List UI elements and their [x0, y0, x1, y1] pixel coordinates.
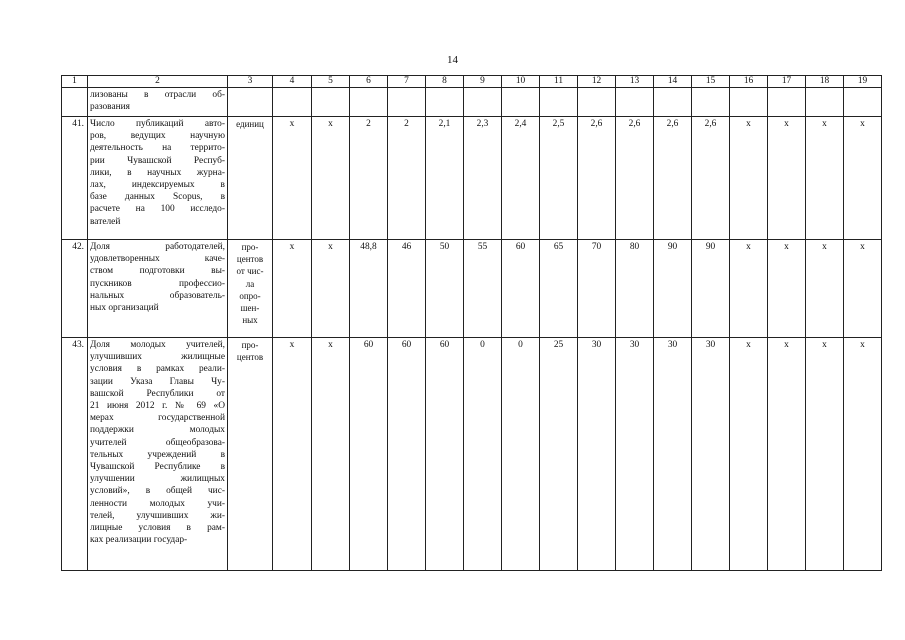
description-line: разования [90, 102, 130, 113]
description-line: зации Указа Главы Чу- [90, 376, 225, 387]
value-cell: х [730, 338, 768, 571]
value-cell: х [806, 338, 844, 571]
column-number-cell: 10 [502, 76, 540, 88]
value-cell: х [730, 240, 768, 338]
value-cell: х [312, 117, 350, 240]
value-cell: 50 [426, 240, 464, 338]
description-line: Доля работодателей, [90, 242, 225, 252]
value-cell: х [844, 117, 882, 240]
page-number: 14 [447, 54, 458, 66]
value-cell: х [844, 240, 882, 338]
value-cell: 70 [578, 240, 616, 338]
description-line: тельных учреждений в [90, 449, 225, 460]
value-cell: 2,6 [616, 117, 654, 240]
indicator-table [61, 75, 882, 571]
value-cell [388, 88, 426, 117]
value-cell [464, 88, 502, 117]
value-cell: 0 [464, 338, 502, 571]
indicator-description [88, 338, 228, 571]
column-number-cell: 2 [88, 76, 228, 88]
value-cell [578, 88, 616, 117]
indicator-description [88, 117, 228, 240]
value-cell: 60 [426, 338, 464, 571]
value-cell: 55 [464, 240, 502, 338]
table-row [62, 88, 882, 117]
description-line: 21 июня 2012 г. № 69 «О [90, 401, 225, 412]
description-line: пускников профессио- [90, 278, 225, 289]
value-cell: х [273, 240, 312, 338]
table-row [62, 117, 882, 240]
value-cell: х [768, 117, 806, 240]
value-cell: 2 [388, 117, 426, 240]
value-cell [502, 88, 540, 117]
value-cell: 60 [388, 338, 426, 571]
value-cell: 30 [578, 338, 616, 571]
unit-of-measure [228, 240, 273, 338]
column-number-cell: 17 [768, 76, 806, 88]
description-line: улучшивших жилищные [90, 352, 225, 363]
column-number-cell: 1 [62, 76, 88, 88]
value-cell: х [844, 338, 882, 571]
value-cell: 90 [654, 240, 692, 338]
unit-line: центов [236, 352, 264, 363]
value-cell: 90 [692, 240, 730, 338]
unit-line: про- [241, 340, 259, 350]
column-number-row [62, 76, 882, 88]
description-line: вателей [90, 216, 121, 227]
description-line: Число публикаций авто- [90, 119, 225, 129]
description-line: лах, индексируемых в [90, 180, 225, 191]
value-cell: х [312, 240, 350, 338]
description-line: условий», в общей чис- [90, 486, 225, 497]
description-line: условия в рамках реали- [90, 364, 225, 375]
value-cell [616, 88, 654, 117]
value-cell [730, 88, 768, 117]
value-cell: х [768, 338, 806, 571]
value-cell: 2,6 [692, 117, 730, 240]
column-number-cell: 5 [312, 76, 350, 88]
value-cell [806, 88, 844, 117]
value-cell: 2,3 [464, 117, 502, 240]
description-line: рии Чувашской Респуб- [90, 155, 225, 166]
description-line: ров, ведущих научную [90, 131, 225, 142]
value-cell: 30 [692, 338, 730, 571]
value-cell [768, 88, 806, 117]
description-line: деятельность на террито- [90, 143, 225, 154]
row-number [62, 88, 88, 117]
value-cell [692, 88, 730, 117]
indicator-description [88, 240, 228, 338]
unit-of-measure [228, 117, 273, 240]
column-number-cell: 12 [578, 76, 616, 88]
column-number-cell: 13 [616, 76, 654, 88]
value-cell: 25 [540, 338, 578, 571]
value-cell: 2 [350, 117, 388, 240]
value-cell: 65 [540, 240, 578, 338]
description-line: ках реализации государ- [90, 535, 188, 546]
description-line: ных организаций [90, 303, 159, 314]
value-cell: 30 [616, 338, 654, 571]
value-cell [273, 88, 312, 117]
column-number-cell: 11 [540, 76, 578, 88]
value-cell: 60 [350, 338, 388, 571]
description-line: расчете на 100 исследо- [90, 204, 225, 215]
column-number-cell: 4 [273, 76, 312, 88]
description-line: лизованы в отрасли об- [90, 90, 225, 100]
description-line: мерах государственной [90, 413, 225, 424]
description-line: Доля молодых учителей, [90, 340, 225, 350]
description-line: телей, улучшивших жи- [90, 510, 225, 521]
value-cell: х [312, 338, 350, 571]
column-number-cell: 7 [388, 76, 426, 88]
table-row [62, 338, 882, 571]
unit-line: про- [241, 242, 259, 252]
column-number-cell: 15 [692, 76, 730, 88]
column-number-cell: 19 [844, 76, 882, 88]
value-cell [844, 88, 882, 117]
value-cell: 0 [502, 338, 540, 571]
value-cell: х [806, 240, 844, 338]
column-number-cell: 9 [464, 76, 502, 88]
table-row [62, 240, 882, 338]
value-cell: 2,1 [426, 117, 464, 240]
description-line: лищные условия в рам- [90, 523, 225, 534]
description-line: ленности молодых учи- [90, 498, 225, 509]
value-cell [426, 88, 464, 117]
unit-line: центов [236, 254, 264, 265]
description-line: поддержки молодых [90, 425, 225, 436]
row-number: 41. [62, 117, 88, 240]
value-cell: 2,6 [578, 117, 616, 240]
unit-line: шен- [240, 303, 260, 314]
description-line: нальных образователь- [90, 290, 225, 301]
description-line: улучшении жилищных [90, 474, 225, 485]
value-cell: 2,4 [502, 117, 540, 240]
value-cell: 30 [654, 338, 692, 571]
value-cell: х [730, 117, 768, 240]
row-number: 42. [62, 240, 88, 338]
column-number-cell: 6 [350, 76, 388, 88]
value-cell: 2,6 [654, 117, 692, 240]
description-line: ством подготовки вы- [90, 266, 225, 277]
column-number-cell: 14 [654, 76, 692, 88]
value-cell [654, 88, 692, 117]
description-line: лики, в научных журна- [90, 167, 225, 178]
row-number: 43. [62, 338, 88, 571]
unit-line: ла [245, 278, 255, 289]
value-cell: 60 [502, 240, 540, 338]
description-line: Чувашской Республике в [90, 462, 225, 473]
description-line: удовлетворенных каче- [90, 254, 225, 265]
unit-line: от чис- [236, 266, 264, 277]
indicator-description [88, 88, 228, 117]
value-cell: х [273, 338, 312, 571]
value-cell: 48,8 [350, 240, 388, 338]
value-cell: 2,5 [540, 117, 578, 240]
value-cell: х [768, 240, 806, 338]
value-cell [350, 88, 388, 117]
column-number-cell: 18 [806, 76, 844, 88]
unit-of-measure [228, 88, 273, 117]
description-line: вашской Республики от [90, 388, 225, 399]
description-line: базе данных Scopus, в [90, 192, 225, 203]
value-cell: 46 [388, 240, 426, 338]
column-number-cell: 16 [730, 76, 768, 88]
value-cell: х [273, 117, 312, 240]
unit-line: ных [242, 315, 258, 326]
unit-line: опро- [239, 290, 261, 301]
value-cell: 80 [616, 240, 654, 338]
description-line: учителей общеобразова- [90, 437, 225, 448]
column-number-cell: 8 [426, 76, 464, 88]
value-cell: х [806, 117, 844, 240]
unit-line: единиц [236, 119, 264, 129]
unit-of-measure [228, 338, 273, 571]
column-number-cell: 3 [228, 76, 273, 88]
value-cell [312, 88, 350, 117]
value-cell [540, 88, 578, 117]
